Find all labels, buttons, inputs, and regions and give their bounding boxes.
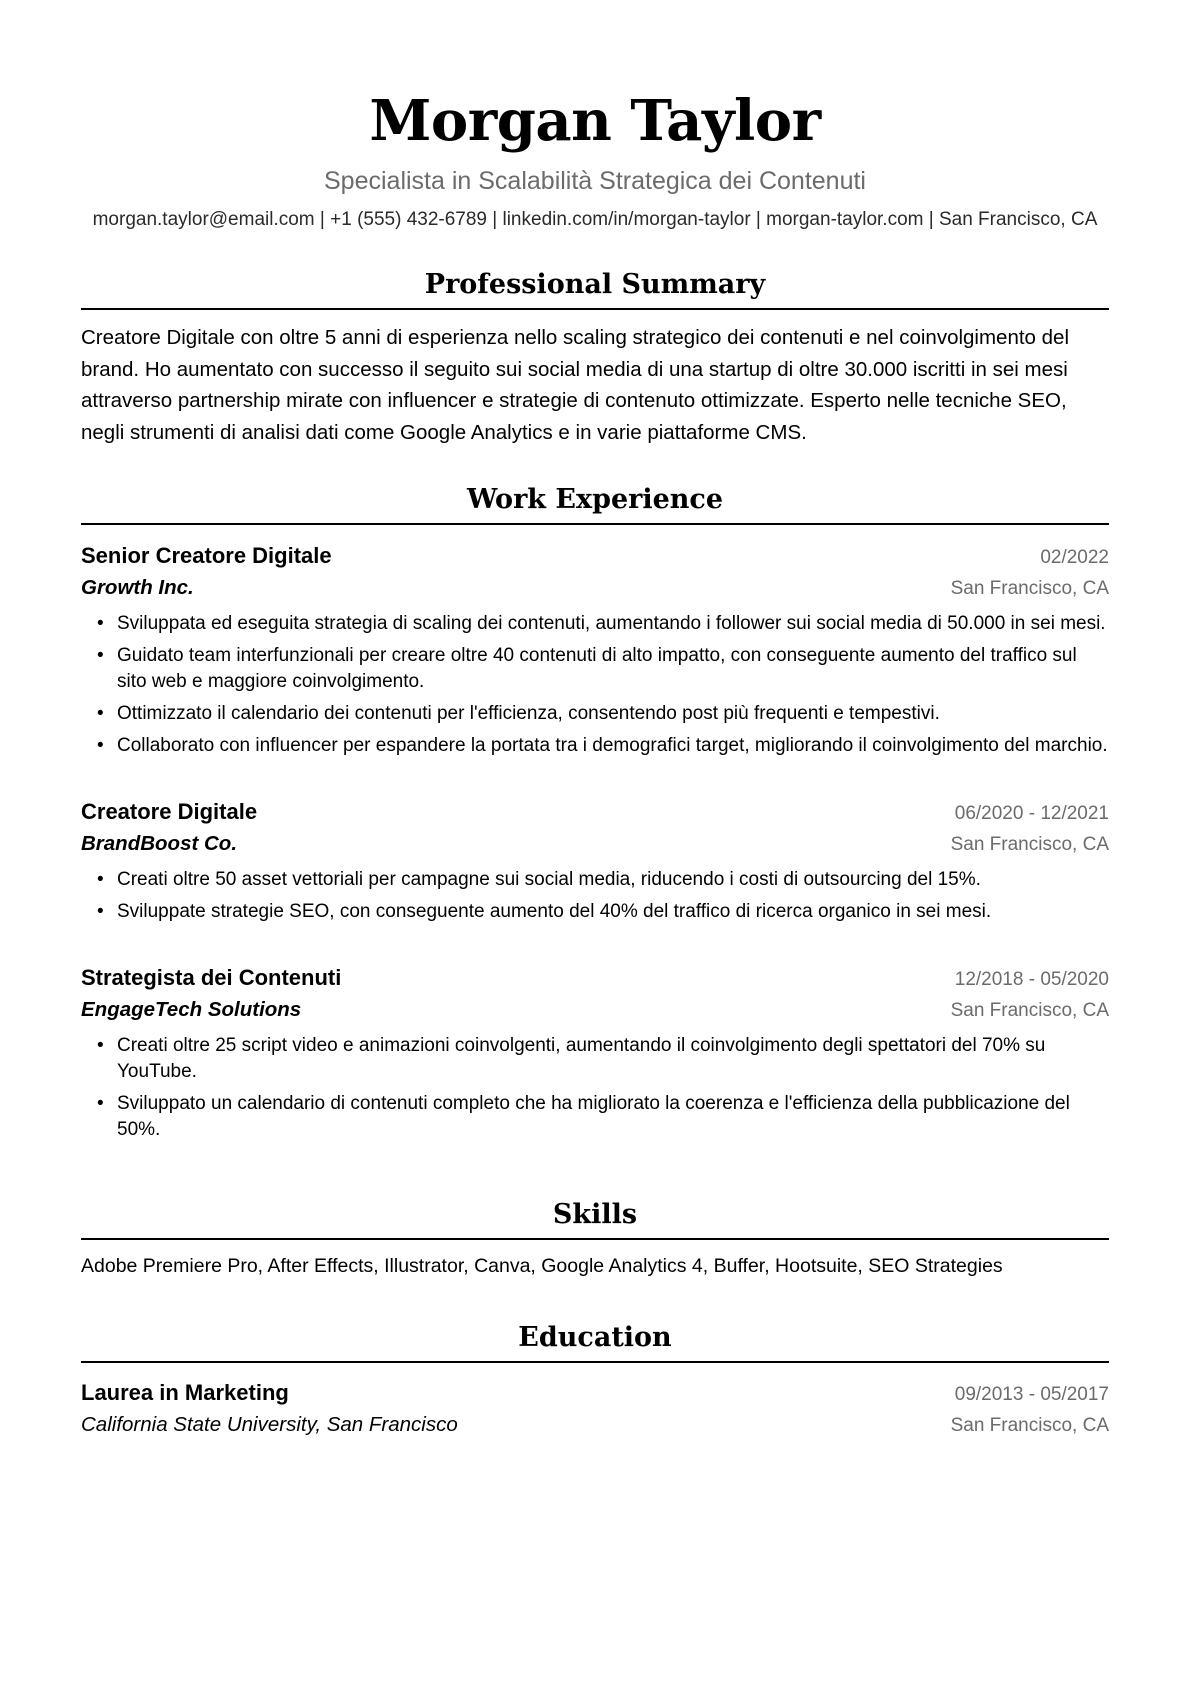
- bullet-item: • Sviluppate strategie SEO, con conseguente aumento del 40% del traffico di ricerca organico in sei mesi.: [117, 899, 1109, 925]
- bullet-item: • Guidato team interfunzionali per creare oltre 40 contenuti di alto impatto, con conseguente aumento del traffico sul sito web e maggiore coinvolgimento.: [117, 643, 1109, 695]
- bullet-item: • Sviluppata ed eseguita strategia di scaling dei contenuti, aumentando i follower sui social media di 50.000 in sei mesi.: [117, 611, 1109, 637]
- summary-text: Creatore Digitale con oltre 5 anni di esperienza nello scaling strategico dei contenuti e nel coinvolgimento del brand. Ho aumentato con successo il seguito sui social media di una startup di oltre 30.000 iscritti in sei mesi attraverso partnership mirate con influencer e strategie di contenuto ottimizzate. Esperto nelle tecniche SEO, negli strumenti di analisi dati come Google Analytics e in varie piattaforme CMS.: [81, 326, 1070, 444]
- company-name: Growth Inc.: [81, 576, 194, 599]
- job-location: San Francisco, CA: [950, 1000, 1109, 1021]
- job-title: Senior Creatore Digitale: [81, 543, 332, 568]
- education-section: [81, 1320, 1109, 1441]
- school-name: California State University, San Francisco: [81, 1413, 458, 1436]
- company-name: EngageTech Solutions: [81, 998, 302, 1021]
- section-title-skills: Skills: [81, 1197, 1109, 1240]
- job-title: Creatore Digitale: [81, 799, 258, 824]
- bullet-item: • Ottimizzato il calendario dei contenuti per l'efficienza, consentendo post più frequenti e tempestivi.: [117, 701, 1109, 727]
- degree-title: Laurea in Marketing: [81, 1380, 289, 1405]
- job-dates: 06/2020 - 12/2021: [954, 803, 1109, 824]
- section-title-summary: Professional Summary: [81, 267, 1109, 310]
- section-title-education: Education: [81, 1320, 1109, 1363]
- job-bullets: [81, 611, 1109, 759]
- job-entry: [81, 797, 1109, 925]
- job-entry: [81, 963, 1109, 1143]
- contact-line: morgan.taylor@email.com | +1 (555) 432-6789 | linkedin.com/in/morgan-taylor | morgan-taylor.com | San Francisco, CA: [92, 209, 1098, 230]
- candidate-headline: Specialista in Scalabilità Strategica dei Contenuti: [324, 167, 866, 195]
- job-title: Strategista dei Contenuti: [81, 965, 342, 990]
- job-bullets: [81, 867, 1109, 925]
- company-name: BrandBoost Co.: [81, 832, 238, 855]
- education-entry: [81, 1378, 1109, 1441]
- candidate-name: Morgan Taylor: [369, 88, 821, 154]
- job-dates: 02/2022: [1040, 547, 1109, 568]
- job-dates: 12/2018 - 05/2020: [954, 969, 1109, 990]
- bullet-item: • Creati oltre 25 script video e animazioni coinvolgenti, aumentando il coinvolgimento degli spettatori del 70% su YouTube.: [117, 1033, 1109, 1085]
- job-location: San Francisco, CA: [950, 578, 1109, 599]
- job-bullets: [81, 1033, 1109, 1143]
- job-location: San Francisco, CA: [950, 834, 1109, 855]
- education-location: San Francisco, CA: [950, 1415, 1109, 1436]
- bullet-item: • Sviluppato un calendario di contenuti completo che ha migliorato la coerenza e l'efficienza della pubblicazione del 50%.: [117, 1091, 1109, 1143]
- skills-section: [81, 1197, 1109, 1280]
- education-dates: 09/2013 - 05/2017: [954, 1384, 1109, 1405]
- bullet-item: • Collaborato con influencer per espandere la portata tra i demografici target, migliorando il coinvolgimento del marchio.: [117, 733, 1109, 759]
- resume-header: [81, 0, 1109, 231]
- bullet-item: • Creati oltre 50 asset vettoriali per campagne sui social media, riducendo i costi di outsourcing del 15%.: [117, 867, 1109, 893]
- skills-list: Adobe Premiere Pro, After Effects, Illustrator, Canva, Google Analytics 4, Buffer, Hootsuite, SEO Strategies: [81, 1255, 1003, 1277]
- work-experience-section: [81, 482, 1109, 1143]
- summary-section: [81, 267, 1109, 448]
- job-entry: [81, 541, 1109, 759]
- section-title-work: Work Experience: [81, 482, 1109, 525]
